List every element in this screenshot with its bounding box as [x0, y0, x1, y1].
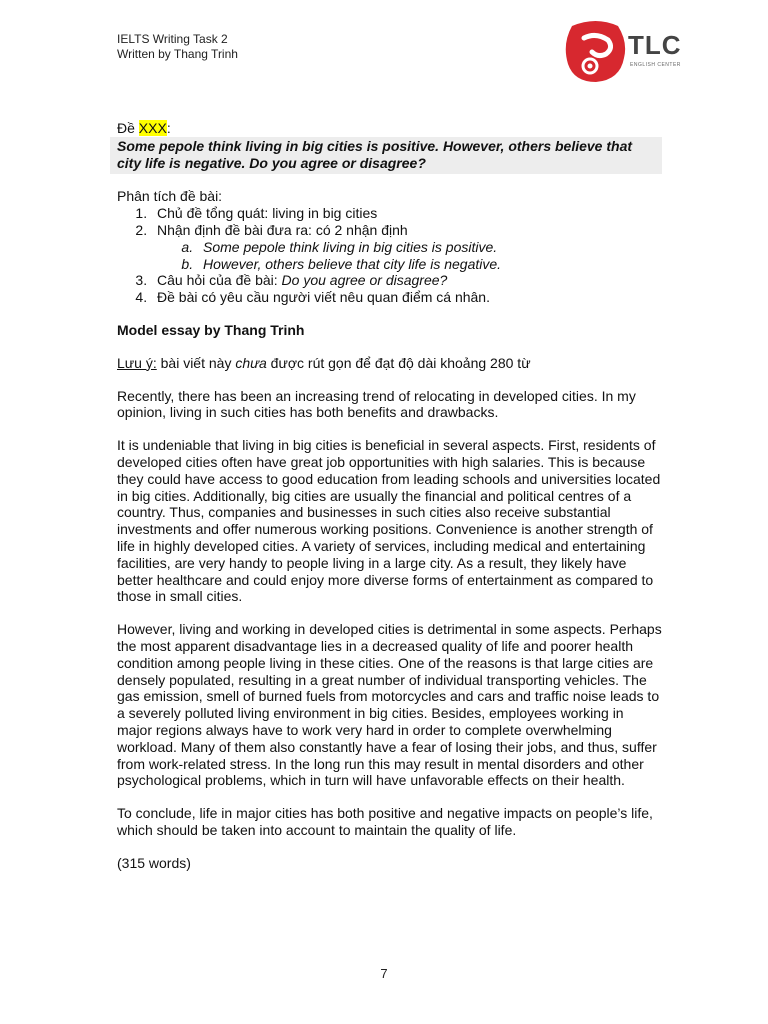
list-item: 3. Câu hỏi của đề bài: Do you agree or disagree? [151, 272, 662, 289]
list-item: a. Some pepole think living in big cities is positive. [197, 239, 662, 256]
note-line: Lưu ý: bài viết này chưa được rút gọn để đạt độ dài khoảng 280 từ [117, 354, 531, 371]
list-item: 1. Chủ đề tổng quát: living in big cities [151, 205, 662, 222]
topic-prompt: Some pepole think living in big cities is positive. However, others believe that city life is negative. Do you agree or disagree? [110, 137, 662, 175]
analysis-list [117, 205, 662, 306]
sub-list [157, 239, 662, 273]
header-author: Written by Thang Trinh [117, 47, 238, 61]
logo-text: TLC [628, 30, 682, 60]
topic-label: Đề XXX: [117, 120, 171, 136]
essay-introduction: Recently, there has been an increasing trend of relocating in developed cities. In my opinion, living in such cities has both benefits and drawbacks. [117, 387, 636, 421]
list-item: 4. Đề bài có yêu cầu người viết nêu quan điểm cá nhân. [151, 289, 662, 306]
list-item: 2. Nhận định đề bài đưa ra: có 2 nhận định a. Some pepole think living in big cities is positive. b. However, others believe that city life is negative. [151, 222, 662, 272]
tlc-emblem-icon [562, 18, 628, 86]
list-item: b. However, others believe that city life is negative. [197, 256, 662, 273]
model-essay-heading: Model essay by Thang Trinh [117, 321, 305, 338]
document-body [117, 120, 662, 871]
logo-subtext: ENGLISH CENTER [630, 62, 681, 68]
word-count: (315 words) [117, 854, 191, 871]
tlc-logo [562, 18, 712, 86]
page-header [117, 32, 238, 62]
essay-conclusion: To conclude, life in major cities has both positive and negative impacts on people’s life, which should be taken into account to maintain the quality of life. [117, 805, 653, 838]
analysis-heading: Phân tích đề bài: [117, 188, 223, 205]
page-number: 7 [380, 966, 388, 981]
header-course: IELTS Writing Task 2 [117, 32, 228, 46]
essay-body-2: However, living and working in developed cities is detrimental in some aspects. Perhaps the most apparent disadvantage lies in a decreased quality of life and poorer health condition among people living in these cities. One of the reasons is that large cities are densely populated, resulting in a great number of individual transporting vehicles. The gas emission, smell of burned fuels from motorcycles and cars and traffic noise leads to a severely polluted living environment in big cities. Besides, employees working in major regions always have to work very hard in order to complete overwhelming workload. Many of them also constantly have a fear of losing their jobs, and thus, suffer from work-related stress. In the long run this may result in mental disorders and other psychological problems, which in turn will have unfavorable effects on their health. [117, 621, 662, 789]
topic-code: XXX [138, 120, 167, 136]
essay-body-1: It is undeniable that living in big cities is beneficial in several aspects. First, residents of developed cities often have great job opportunities with high salaries. This is because they could have access to good education from leading schools and universities located in big cities. Additionally, big cities are usually the financial and political centres of a country. Thus, companies and businesses in such cities also receive substantial investments and offer numerous working positions. Convenience is another strength of life in highly developed cities. A variety of services, including medical and entertaining facilities, are very handy to people living in a large city. As a result, they likely have better healthcare and could enjoy more diverse forms of entertainment as compared to those in small cities. [117, 437, 661, 605]
